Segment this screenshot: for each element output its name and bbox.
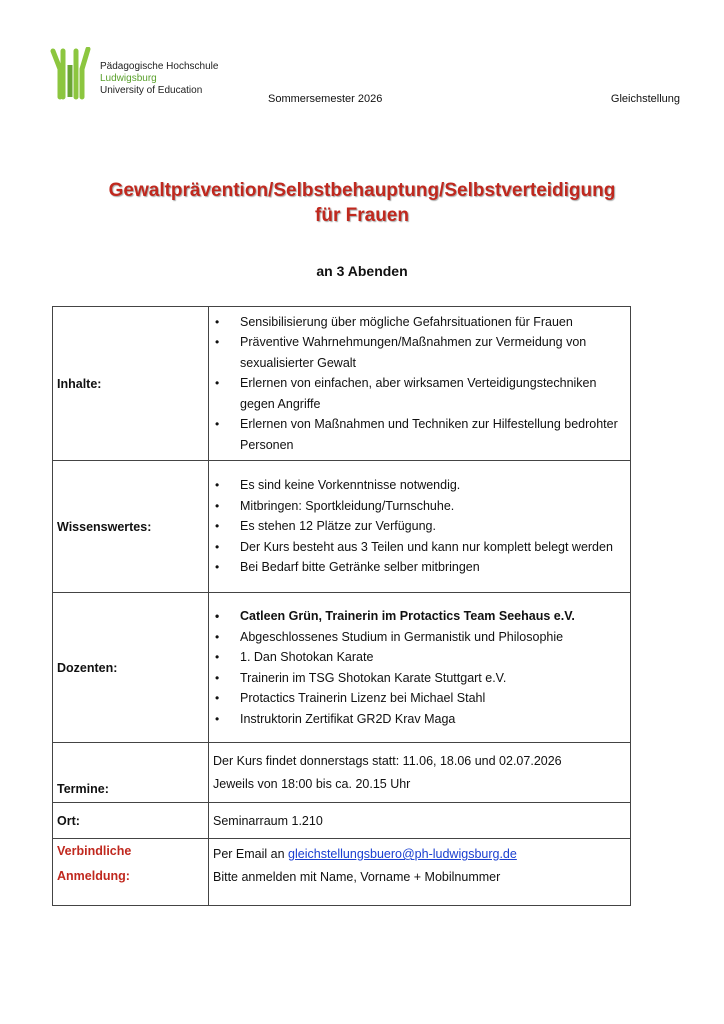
content-wissenswertes	[209, 461, 631, 593]
anmeldung-note: Bitte anmelden mit Name, Vorname + Mobilnummer	[213, 870, 501, 884]
logo-text	[100, 61, 218, 97]
email-link[interactable]: gleichstellungsbuero@ph-ludwigsburg.de	[288, 847, 517, 861]
list-dozenten	[213, 606, 624, 729]
label-anmeldung-line-2: Anmeldung:	[57, 869, 130, 883]
label-anmeldung	[53, 839, 209, 906]
list-item: • Sensibilisierung über mögliche Gefahrsituationen für Frauen	[213, 312, 624, 333]
content-termine	[209, 743, 631, 803]
page-title	[0, 178, 724, 228]
termine-times: Jeweils von 18:00 bis ca. 20.15 Uhr	[213, 776, 411, 791]
title-line-2: für Frauen	[315, 205, 409, 226]
row-wissenswertes	[53, 461, 631, 593]
department-label: Gleichstellung	[610, 93, 680, 105]
email-line	[213, 843, 624, 866]
row-termine	[53, 743, 631, 803]
list-item: • Mitbringen: Sportkleidung/Turnschuhe.	[213, 496, 624, 517]
ort-value: Seminarraum 1.210	[209, 803, 631, 839]
label-dozenten: Dozenten:	[53, 593, 209, 743]
list-item: • Es stehen 12 Plätze zur Verfügung.	[213, 516, 624, 537]
logo-line-1: Pädagogische Hochschule	[100, 61, 219, 72]
label-wissenswertes: Wissenswertes:	[53, 461, 209, 593]
logo-line-2: Ludwigsburg	[100, 73, 157, 84]
termine-dates: Der Kurs findet donnerstags statt: 11.06, 18.06 und 02.07.2026	[213, 753, 562, 768]
title-line-1: Gewaltprävention/Selbstbehauptung/Selbstverteidigung	[108, 180, 616, 201]
course-info-table	[52, 306, 631, 906]
content-inhalte	[209, 307, 631, 461]
list-item: • Trainerin im TSG Shotokan Karate Stuttgart e.V.	[213, 668, 624, 689]
label-termine: Termine:	[53, 743, 209, 803]
list-item: • Es sind keine Vorkenntnisse notwendig.	[213, 475, 624, 496]
list-item: • Erlernen von einfachen, aber wirksamen Verteidigungstechniken gegen Angriffe	[213, 373, 624, 414]
logo-line-3: University of Education	[100, 85, 203, 96]
list-item: • Protactics Trainerin Lizenz bei Michael Stahl	[213, 688, 624, 709]
list-item: • Catleen Grün, Trainerin im Protactics Team Seehaus e.V.	[213, 606, 624, 627]
label-inhalte: Inhalte:	[53, 307, 209, 461]
content-dozenten	[209, 593, 631, 743]
university-logo	[50, 47, 240, 107]
email-prefix: Per Email an	[213, 847, 289, 861]
list-item: • Erlernen von Maßnahmen und Techniken zur Hilfestellung bedrohter Personen	[213, 414, 624, 455]
row-dozenten	[53, 593, 631, 743]
content-anmeldung	[209, 839, 631, 906]
list-item: • Der Kurs besteht aus 3 Teilen und kann nur komplett belegt werden	[213, 537, 624, 558]
list-item: • 1. Dan Shotokan Karate	[213, 647, 624, 668]
list-wissenswertes	[213, 475, 624, 578]
row-ort	[53, 803, 631, 839]
list-item: • Bei Bedarf bitte Getränke selber mitbringen	[213, 557, 624, 578]
page-subtitle: an 3 Abenden	[316, 263, 408, 279]
list-item: • Abgeschlossenes Studium in Germanistik und Philosophie	[213, 627, 624, 648]
label-anmeldung-line-1: Verbindliche	[57, 844, 132, 858]
list-item: • Präventive Wahrnehmungen/Maßnahmen zur Vermeidung von sexualisierter Gewalt	[213, 332, 624, 373]
label-ort: Ort:	[53, 803, 209, 839]
logo-mark-icon	[50, 47, 98, 101]
semester-label: Sommersemester 2026	[268, 93, 383, 105]
list-item: • Instruktorin Zertifikat GR2D Krav Maga	[213, 709, 624, 730]
list-inhalte	[213, 312, 624, 456]
row-anmeldung	[53, 839, 631, 906]
row-inhalte	[53, 307, 631, 461]
